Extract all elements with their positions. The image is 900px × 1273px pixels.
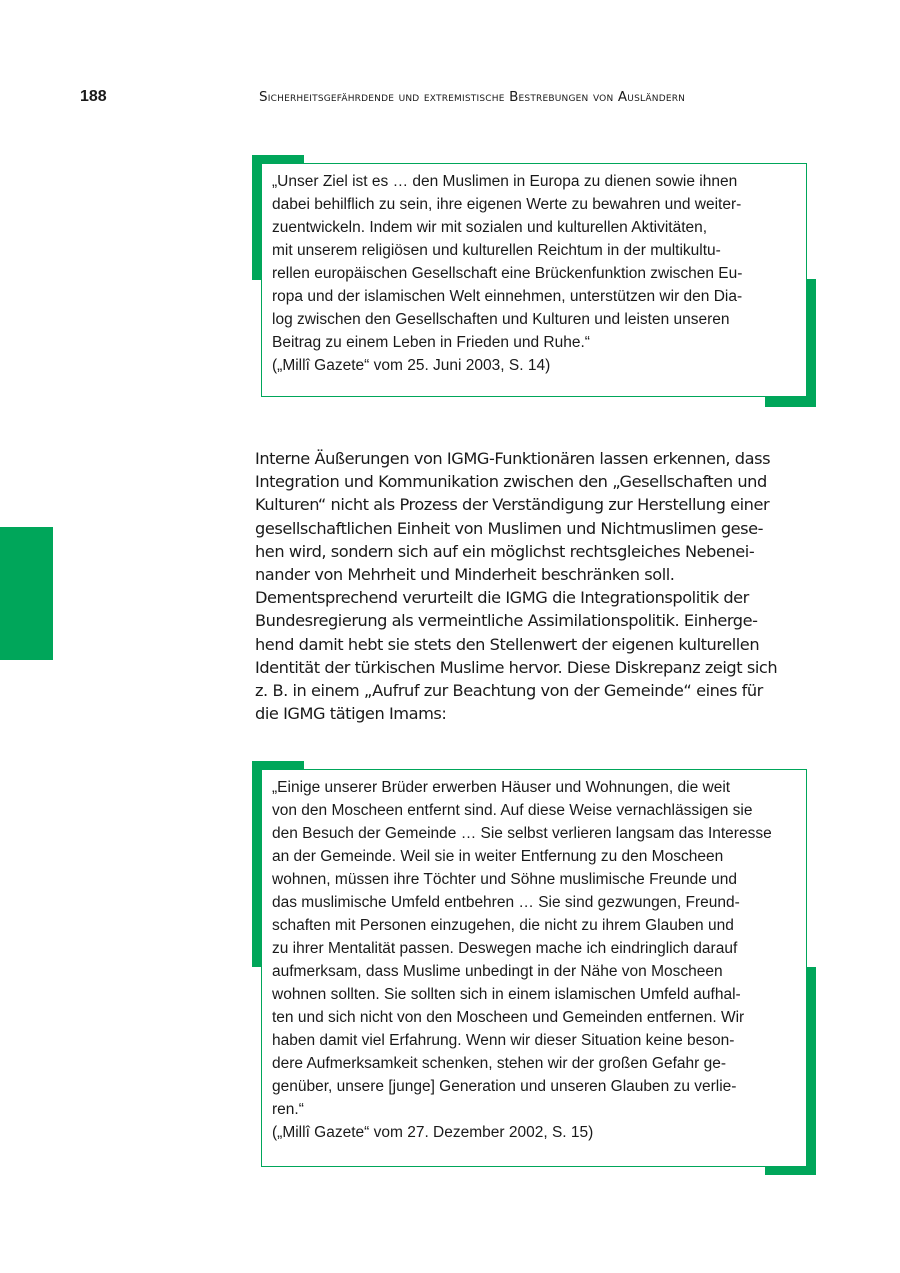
running-title: Sicherheitsgefährdende und extremistische Bestrebungen von Ausländern (259, 89, 686, 105)
quote-1-source: („Millî Gazete“ vom 25. Juni 2003, S. 14) (272, 357, 551, 374)
quote-2-bottom-right-accent (765, 1166, 816, 1175)
quote-1-text: „Unser Ziel ist es … den Muslimen in Europa zu dienen sowie ihnen dabei behilflich zu sein, ihre eigenen Werte zu bewahren und weiter- zuentwickeln. Indem wir mit sozialen und kulturellen Aktivitäten, mit unserem religiösen und kulturellen Reichtum in der multikultu- rellen europäischen Gesellschaft eine Brückenfunktion zwischen Eu- ropa und der islamischen Welt einnehmen, unterstützen wir den Dia- log zwischen den Gesellschaften und Kulturen und leisten unseren Beitrag zu einem Leben in Frieden und Ruhe.“ (272, 173, 743, 351)
quote-1-right-accent (806, 279, 816, 407)
page-number: 188 (80, 88, 107, 105)
quote-2-source: („Millî Gazete“ vom 27. Dezember 2002, S. 15) (272, 1124, 594, 1141)
quote-1-content (261, 163, 807, 397)
body-paragraph: Interne Äußerungen von IGMG-Funktionären lassen erkennen, dass Integration und Kommunikation zwischen den „Gesellschaften und Kulturen“ nicht als Prozess der Verständigung zur Herstellung einer gesellschaftlichen Einheit von Muslimen und Nichtmuslimen gese- hen wird, sondern sich auf ein möglichst rechtsgleiches Nebenei- nander von Mehrheit und Minderheit beschränken soll. Dementsprechend verurteilt die IGMG die Integrationspolitik der Bundesregierung als vermeintliche Assimilationspolitik. Einherge- hend damit hebt sie stets den Stellenwert der eigenen kulturellen Identität der türkischen Muslime hervor. Diese Diskrepanz zeigt sich z. B. in einem „Aufruf zur Beachtung von der Gemeinde“ eines für die IGMG tätigen Imams: (255, 449, 778, 724)
quote-2-content (261, 769, 807, 1167)
quote-2-right-accent (806, 967, 816, 1175)
running-head (259, 89, 807, 105)
body-text (255, 447, 815, 725)
chapter-tab-marker (0, 527, 53, 660)
quote-2-text: „Einige unserer Brüder erwerben Häuser und Wohnungen, die weit von den Moscheen entfernt sind. Auf diese Weise vernachlässigen sie den Besuch der Gemeinde … Sie selbst verlieren langsam das Interesse an der Gemeinde. Weil sie in weiter Entfernung zu den Moscheen wohnen, müssen ihre Töchter und Söhne muslimische Freunde und das muslimische Umfeld entbehren … Sie sind gezwungen, Freund- schaften mit Personen einzugehen, die nicht zu ihrem Glauben und zu ihrer Mentalität passen. Deswegen mache ich eindringlich darauf aufmerksam, dass Muslime unbedingt in der Nähe von Moscheen wohnen sollten. Sie sollten sich in einem islamischen Umfeld aufhal- ten und sich nicht von den Moscheen und Gemeinden entfernen. Wir haben damit viel Erfahrung. Wenn wir dieser Situation keine beson- dere Aufmerksamkeit schenken, stehen wir der großen Gefahr ge- genüber, unsere [junge] Generation und unseren Glauben zu verlie- ren.“ (272, 779, 772, 1118)
quote-2-left-accent (252, 761, 261, 967)
quote-1-bottom-right-accent (765, 397, 816, 407)
quote-1-left-accent (252, 155, 261, 280)
